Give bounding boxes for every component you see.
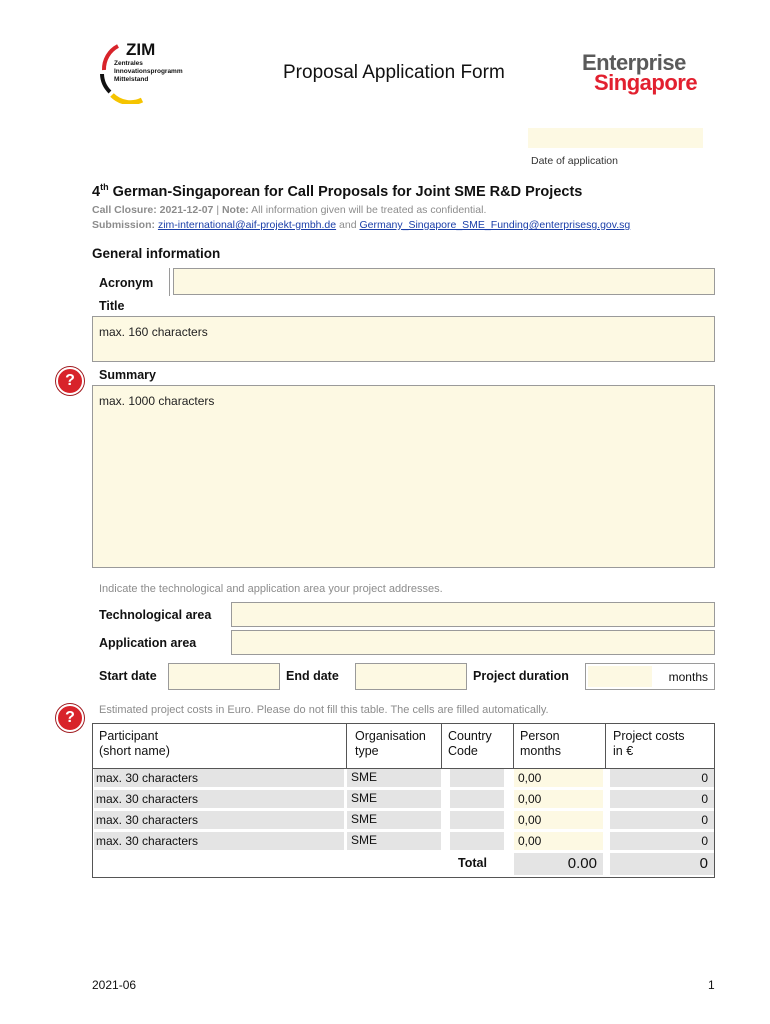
submission-label: Submission: <box>92 219 156 231</box>
person-months-text: 0,00 <box>518 792 542 806</box>
header-pm-line2: months <box>520 744 561 758</box>
email-link-zim[interactable]: zim-international@aif-projekt-gmbh.de <box>157 219 337 231</box>
person-months-text: 0,00 <box>518 834 542 848</box>
project-costs-text: 0 <box>701 792 708 806</box>
title-input[interactable] <box>92 316 715 362</box>
header-country-line1: Country <box>448 729 492 743</box>
summary-label: Summary <box>99 368 156 382</box>
project-costs-text: 0 <box>701 771 708 785</box>
tech-area-input[interactable] <box>231 602 715 627</box>
header-pm-line1: Person <box>520 729 560 743</box>
header-participant-line2: (short name) <box>99 744 170 758</box>
person-months-text: 0,00 <box>518 813 542 827</box>
duration-input[interactable] <box>588 666 652 687</box>
costs-help-icon[interactable]: ? <box>56 704 84 732</box>
header-divider <box>605 724 606 768</box>
header-org-line1: Organisation <box>355 729 426 743</box>
org-type-text: SME <box>351 770 378 784</box>
org-type-text: SME <box>351 791 378 805</box>
total-project-costs-cell <box>610 853 714 875</box>
project-costs-text: 0 <box>701 813 708 827</box>
participant-text: max. 30 characters <box>96 792 199 806</box>
heading-sup: th <box>100 182 109 192</box>
participant-text: max. 30 characters <box>96 771 199 785</box>
person-months-cell[interactable] <box>514 769 603 787</box>
country-code-cell[interactable] <box>450 811 504 829</box>
header-divider <box>346 724 347 768</box>
participant-cell[interactable] <box>94 832 344 850</box>
participant-text: max. 30 characters <box>96 834 199 848</box>
org-type-cell[interactable] <box>347 832 441 850</box>
project-costs-cell[interactable] <box>610 811 714 829</box>
person-months-text: 0,00 <box>518 771 542 785</box>
app-area-input[interactable] <box>231 630 715 655</box>
title-placeholder: max. 160 characters <box>99 325 208 339</box>
enterprise-singapore-logo <box>582 50 712 96</box>
call-heading <box>92 182 582 200</box>
country-code-cell[interactable] <box>450 832 504 850</box>
project-costs-cell[interactable] <box>610 832 714 850</box>
acronym-label: Acronym <box>99 276 154 290</box>
org-type-text: SME <box>351 833 378 847</box>
enterprise-logo-line2: Singapore <box>594 70 698 95</box>
zim-logo-line2: Innovationsprogramm <box>114 68 183 75</box>
header-participant <box>99 729 170 759</box>
person-months-cell[interactable] <box>514 811 603 829</box>
participant-cell[interactable] <box>94 769 344 787</box>
summary-placeholder: max. 1000 characters <box>99 394 215 408</box>
call-sep: | <box>213 204 222 216</box>
start-date-input[interactable] <box>168 663 280 690</box>
org-type-cell[interactable] <box>347 769 441 787</box>
org-type-cell[interactable] <box>347 811 441 829</box>
note-label: Note: <box>221 204 249 216</box>
submission-line <box>92 219 630 231</box>
total-label: Total <box>458 856 487 870</box>
total-person-months-cell <box>514 853 603 875</box>
enterprise-logo-line1: Enterprise <box>582 50 686 75</box>
org-type-text: SME <box>351 812 378 826</box>
zim-logo-line1: Zentrales <box>114 60 143 67</box>
project-costs-text: 0 <box>701 834 708 848</box>
costs-hint: Estimated project costs in Euro. Please do not fill this table. The cells are filled automatically. <box>99 704 549 716</box>
app-area-label: Application area <box>99 636 197 650</box>
total-project-costs-text: 0 <box>699 855 708 872</box>
call-closure-line <box>92 204 486 216</box>
project-costs-cell[interactable] <box>610 769 714 787</box>
header-country-line2: Code <box>448 744 478 758</box>
header-project-costs <box>613 729 685 759</box>
tech-area-label: Technological area <box>99 608 212 622</box>
zim-logo-name: ZIM <box>126 40 156 59</box>
duration-unit: months <box>668 670 708 684</box>
duration-label: Project duration <box>473 669 569 683</box>
header-divider <box>513 724 514 768</box>
note-text: All information given will be treated as confidential. <box>248 204 487 216</box>
header-country <box>448 729 492 759</box>
and-text: and <box>336 219 360 231</box>
summary-help-icon[interactable]: ? <box>56 367 84 395</box>
person-months-cell[interactable] <box>514 790 603 808</box>
date-of-application-label: Date of application <box>531 155 618 167</box>
header-org <box>355 729 426 759</box>
date-of-application-input[interactable] <box>528 128 703 148</box>
person-months-cell[interactable] <box>514 832 603 850</box>
header-person-months <box>520 729 561 759</box>
participant-cell[interactable] <box>94 811 344 829</box>
title-label: Title <box>99 299 125 313</box>
zim-logo-line3: Mittelstand <box>114 76 149 83</box>
heading-rest: German-Singaporean for Call Proposals for Joint SME R&D Projects <box>108 183 583 200</box>
areas-hint: Indicate the technological and application area your project addresses. <box>99 583 443 595</box>
participant-cell[interactable] <box>94 790 344 808</box>
header-org-line2: type <box>355 744 379 758</box>
email-link-enterprise[interactable]: Germany_Singapore_SME_Funding@enterprisesg.gov.sg <box>359 219 631 231</box>
country-code-cell[interactable] <box>450 769 504 787</box>
general-info-title: General information <box>92 246 221 261</box>
zim-logo <box>96 40 206 104</box>
org-type-cell[interactable] <box>347 790 441 808</box>
page-number: 1 <box>708 978 715 992</box>
summary-input[interactable] <box>92 385 715 568</box>
project-costs-cell[interactable] <box>610 790 714 808</box>
end-date-label: End date <box>286 669 339 683</box>
call-closure: Call Closure: 2021-12-07 <box>92 204 214 216</box>
total-person-months-text: 0.00 <box>567 855 597 872</box>
start-date-label: Start date <box>99 669 157 683</box>
header-divider <box>441 724 442 768</box>
header-pc-line1: Project costs <box>613 729 685 743</box>
country-code-cell[interactable] <box>450 790 504 808</box>
duration-box <box>585 663 715 690</box>
header-participant-line1: Participant <box>99 729 159 743</box>
footer-date: 2021-06 <box>92 978 137 992</box>
heading-prefix: 4 <box>92 183 101 200</box>
form-title: Proposal Application Form <box>283 62 505 83</box>
acronym-input[interactable] <box>173 268 715 295</box>
end-date-input[interactable] <box>355 663 467 690</box>
header-pc-line2: in € <box>613 744 634 758</box>
participant-text: max. 30 characters <box>96 813 199 827</box>
